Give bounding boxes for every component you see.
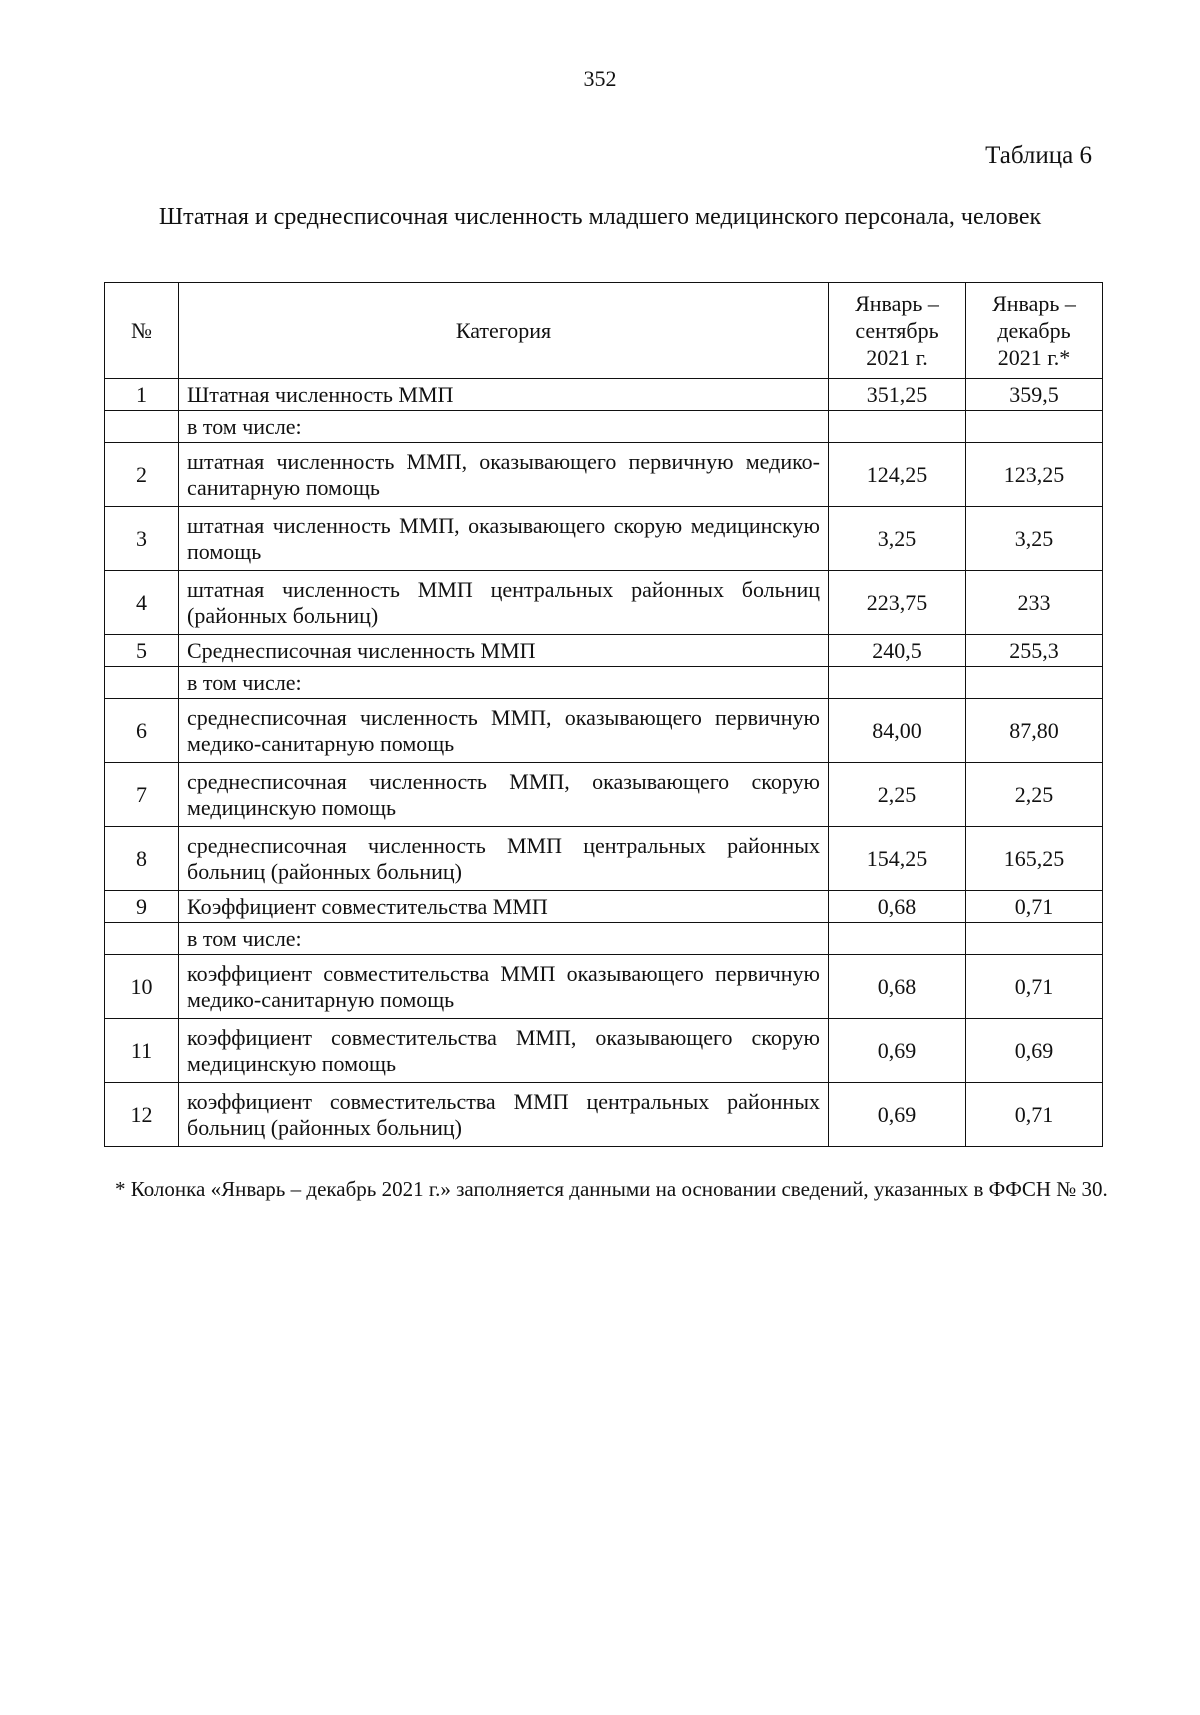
- row-value-jan-sep: 0,69: [829, 1019, 966, 1083]
- row-value-jan-dec: 3,25: [966, 507, 1103, 571]
- table-row: [105, 667, 1103, 699]
- row-num: [105, 411, 179, 443]
- row-value-jan-sep: 3,25: [829, 507, 966, 571]
- header-num: №: [105, 283, 179, 379]
- row-num: 12: [105, 1083, 179, 1147]
- table-row: [105, 379, 1103, 411]
- row-value-jan-sep: 124,25: [829, 443, 966, 507]
- table-row: [105, 1083, 1103, 1147]
- row-value-jan-dec: 0,69: [966, 1019, 1103, 1083]
- row-value-jan-dec: 165,25: [966, 827, 1103, 891]
- row-value-jan-dec: 233: [966, 571, 1103, 635]
- table-row: [105, 955, 1103, 1019]
- header-jan-dec-2021: Январь – декабрь 2021 г.*: [966, 283, 1103, 379]
- page-number: 352: [583, 66, 617, 91]
- staff-table: [104, 282, 1103, 1147]
- row-category: Коэффициент совместительства ММП: [179, 891, 829, 923]
- row-category: штатная численность ММП центральных районных больниц (районных больниц): [179, 571, 829, 635]
- row-value-jan-sep: 240,5: [829, 635, 966, 667]
- row-category: Среднесписочная численность ММП: [179, 635, 829, 667]
- row-num: [105, 923, 179, 955]
- table-row: [105, 923, 1103, 955]
- table-row: [105, 763, 1103, 827]
- row-value-jan-sep: 223,75: [829, 571, 966, 635]
- row-num: 6: [105, 699, 179, 763]
- row-value-jan-dec: 255,3: [966, 635, 1103, 667]
- row-value-jan-dec: 123,25: [966, 443, 1103, 507]
- row-value-jan-sep: 84,00: [829, 699, 966, 763]
- table-row: [105, 635, 1103, 667]
- row-num: 4: [105, 571, 179, 635]
- row-category: коэффициент совместительства ММП, оказывающего скорую медицинскую помощь: [179, 1019, 829, 1083]
- row-value-jan-sep: 2,25: [829, 763, 966, 827]
- row-category: среднесписочная численность ММП, оказывающего первичную медико-санитарную помощь: [179, 699, 829, 763]
- table-row: [105, 571, 1103, 635]
- table-header-row: [105, 283, 1103, 379]
- row-category: Штатная численность ММП: [179, 379, 829, 411]
- row-num: 3: [105, 507, 179, 571]
- footnote: * Колонка «Январь – декабрь 2021 г.» заполняется данными на основании сведений, указанных в ФФСН № 30.: [115, 1177, 1108, 1201]
- table-row: [105, 507, 1103, 571]
- table-label: Таблица 6: [985, 142, 1092, 169]
- table-row: [105, 891, 1103, 923]
- row-category: штатная численность ММП, оказывающего скорую медицинскую помощь: [179, 507, 829, 571]
- row-category: коэффициент совместительства ММП оказывающего первичную медико-санитарную помощь: [179, 955, 829, 1019]
- row-category: коэффициент совместительства ММП центральных районных больниц (районных больниц): [179, 1083, 829, 1147]
- row-value-jan-dec: 0,71: [966, 955, 1103, 1019]
- table-row: [105, 699, 1103, 763]
- row-num: 9: [105, 891, 179, 923]
- row-num: 7: [105, 763, 179, 827]
- row-value-jan-sep: [829, 923, 966, 955]
- table-row: [105, 411, 1103, 443]
- row-value-jan-sep: 0,68: [829, 891, 966, 923]
- row-value-jan-dec: [966, 923, 1103, 955]
- row-category: штатная численность ММП, оказывающего первичную медико-санитарную помощь: [179, 443, 829, 507]
- row-value-jan-sep: 0,68: [829, 955, 966, 1019]
- row-num: 1: [105, 379, 179, 411]
- row-value-jan-sep: 351,25: [829, 379, 966, 411]
- table-title: Штатная и среднесписочная численность младшего медицинского персонала, человек: [158, 204, 1042, 230]
- row-num: [105, 667, 179, 699]
- table-row: [105, 443, 1103, 507]
- header-jan-sep-2021: Январь – сентябрь 2021 г.: [829, 283, 966, 379]
- row-value-jan-dec: 0,71: [966, 1083, 1103, 1147]
- row-num: 10: [105, 955, 179, 1019]
- row-value-jan-sep: [829, 411, 966, 443]
- row-value-jan-dec: 359,5: [966, 379, 1103, 411]
- row-value-jan-dec: 87,80: [966, 699, 1103, 763]
- header-category: Категория: [179, 283, 829, 379]
- row-value-jan-dec: 2,25: [966, 763, 1103, 827]
- row-value-jan-dec: 0,71: [966, 891, 1103, 923]
- table-row: [105, 1019, 1103, 1083]
- row-num: 5: [105, 635, 179, 667]
- row-value-jan-sep: 0,69: [829, 1083, 966, 1147]
- row-category: в том числе:: [179, 667, 829, 699]
- row-num: 8: [105, 827, 179, 891]
- row-category: среднесписочная численность ММП центральных районных больниц (районных больниц): [179, 827, 829, 891]
- row-num: 2: [105, 443, 179, 507]
- row-category: в том числе:: [179, 411, 829, 443]
- table-row: [105, 827, 1103, 891]
- row-value-jan-sep: 154,25: [829, 827, 966, 891]
- row-category: среднесписочная численность ММП, оказывающего скорую медицинскую помощь: [179, 763, 829, 827]
- row-num: 11: [105, 1019, 179, 1083]
- row-value-jan-dec: [966, 411, 1103, 443]
- row-value-jan-dec: [966, 667, 1103, 699]
- row-category: в том числе:: [179, 923, 829, 955]
- row-value-jan-sep: [829, 667, 966, 699]
